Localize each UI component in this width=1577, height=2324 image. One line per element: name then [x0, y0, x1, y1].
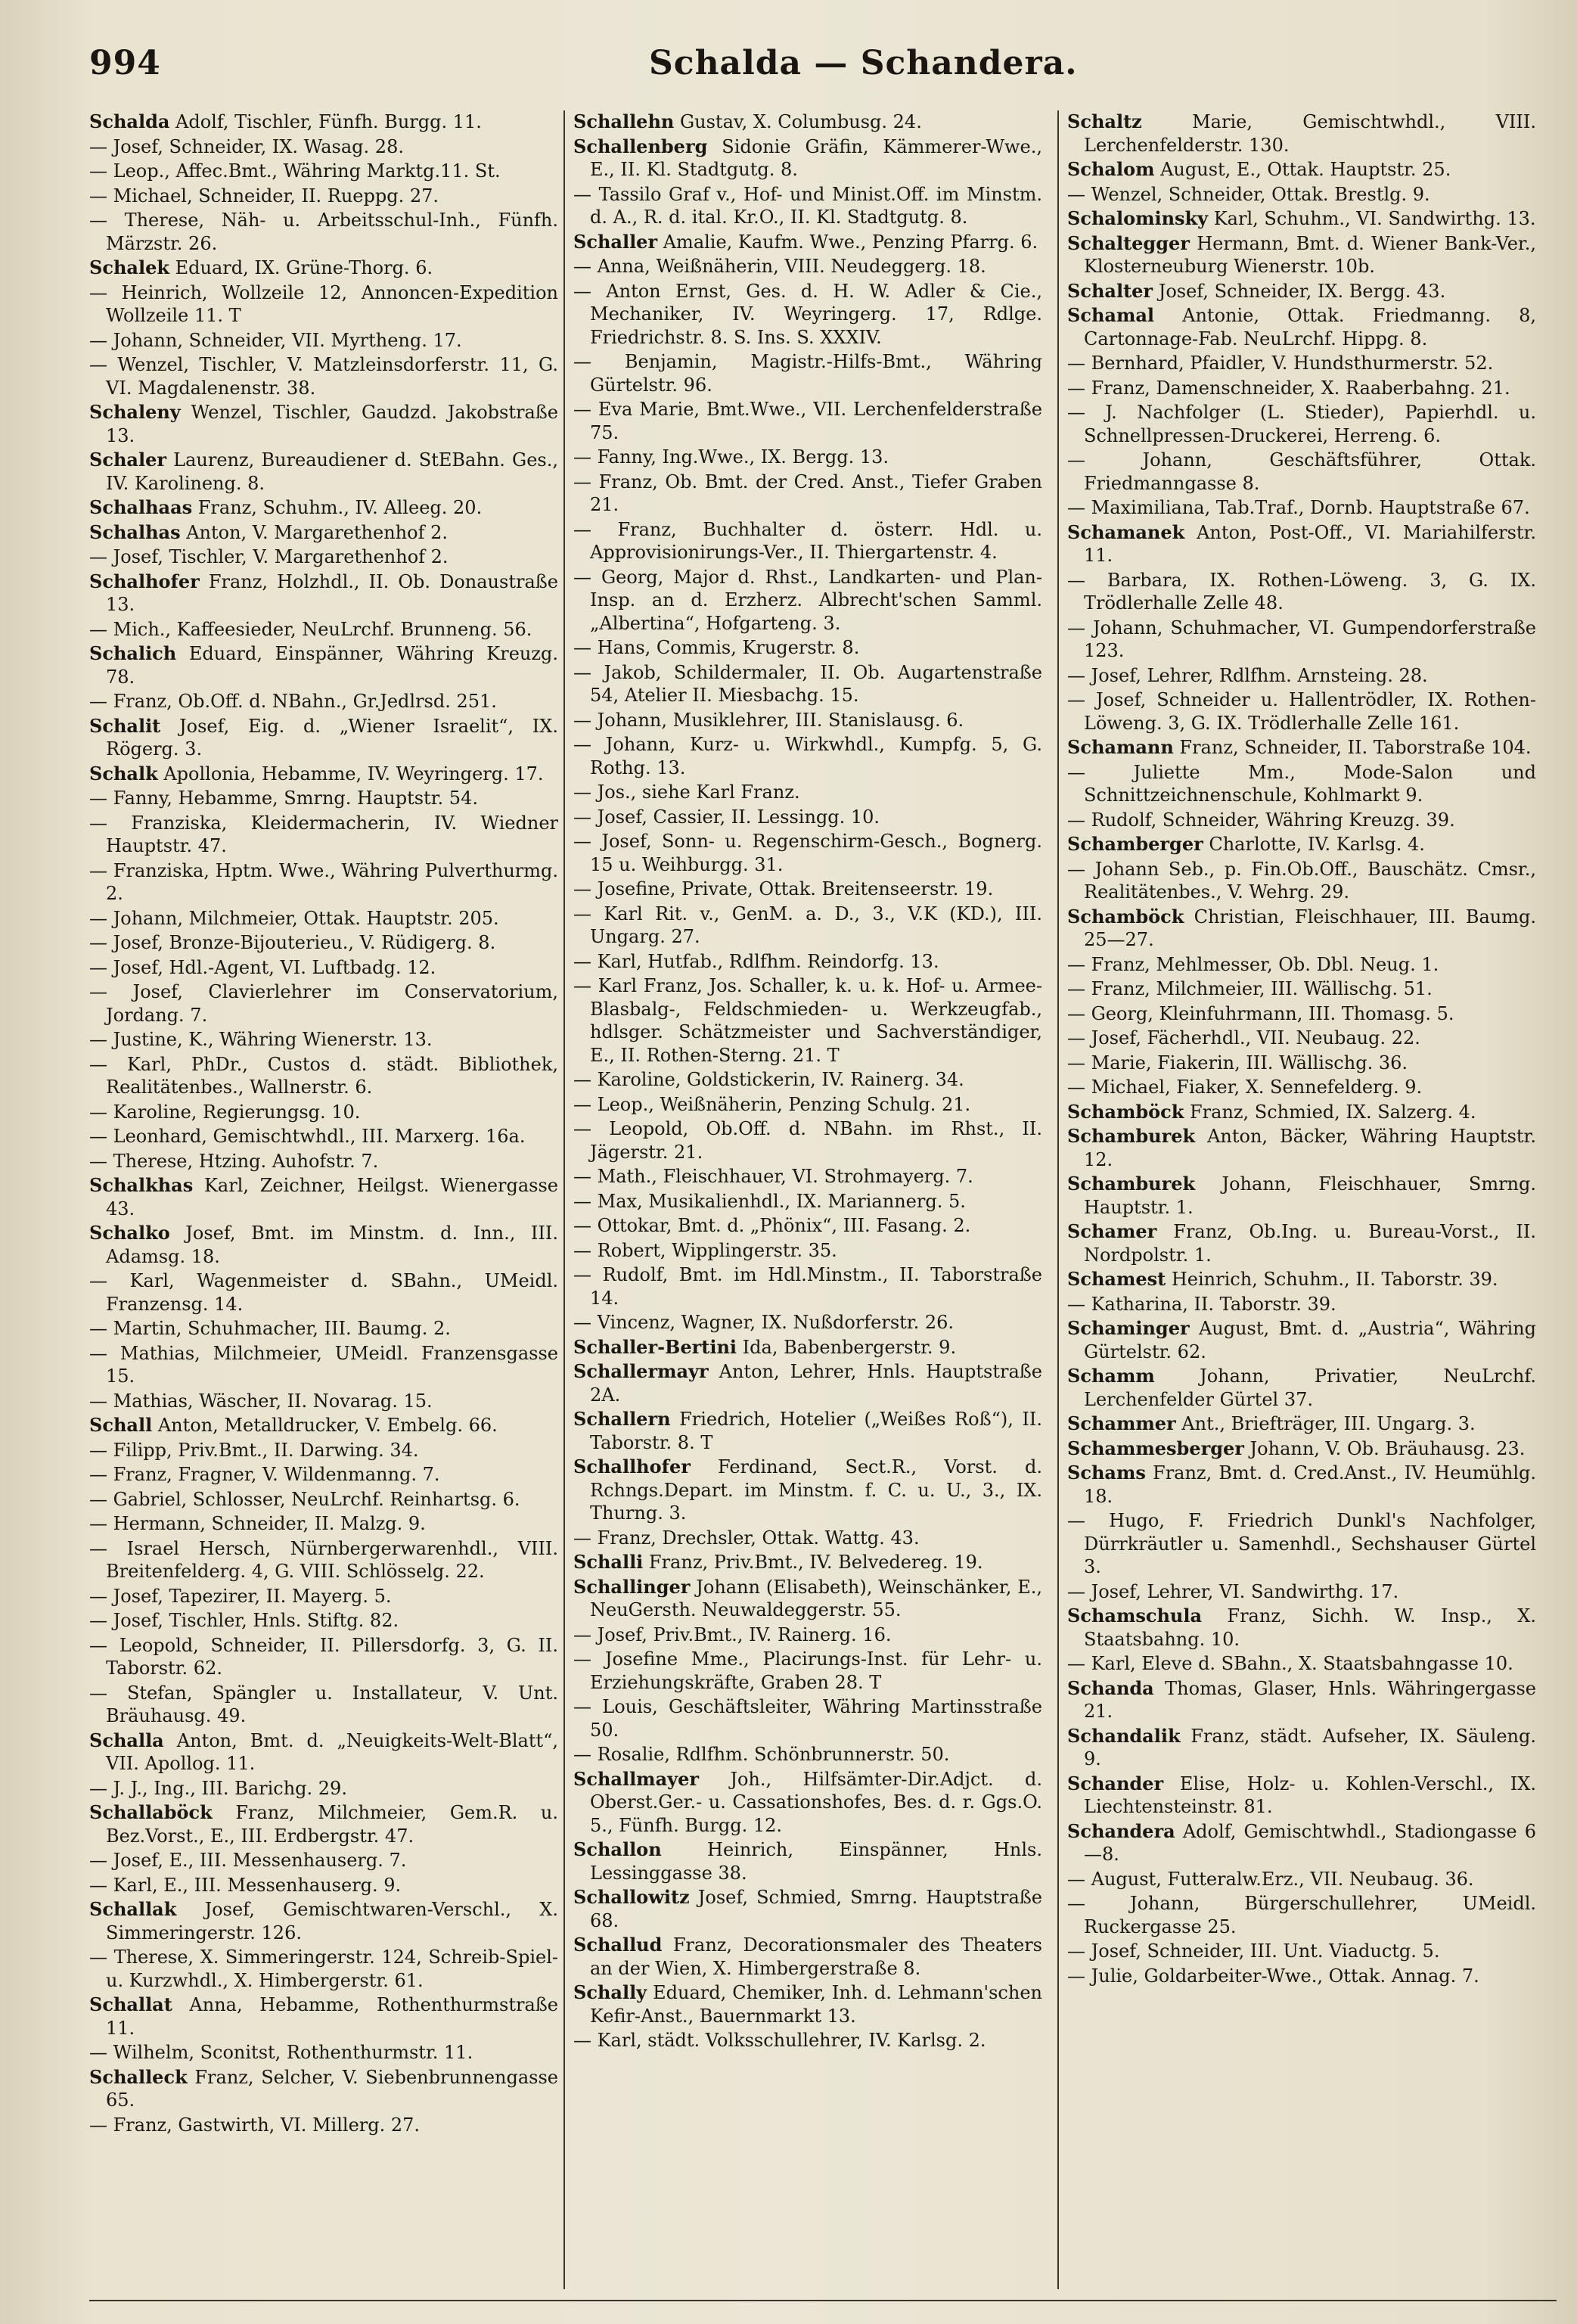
directory-entry: — Leonhard, Gemischtwhdl., III. Marxerg. 16a.	[89, 1126, 526, 1147]
directory-entry: — Franz, Fragner, V. Wildenmanng. 7.	[89, 1464, 440, 1485]
directory-entry: Schamböck Franz, Schmied, IX. Salzerg. 4.	[1067, 1100, 1476, 1123]
directory-entry: — Jos., siehe Karl Franz.	[573, 781, 800, 803]
directory-entry: — Franz, Damenschneider, X. Raaberbahng. 21.	[1067, 377, 1510, 399]
directory-entry: — Josef, Tischler, V. Margarethenhof 2.	[89, 546, 449, 567]
directory-entry: — Franz, Ob.Off. d. NBahn., Gr.Jedlrsd. 251.	[89, 691, 497, 712]
column-3	[1067, 110, 1536, 2289]
directory-entry: — Anton Ernst, Ges. d. H. W. Adler & Cie., Mechaniker, IV. Weyringerg. 17, Rdlge. Friedrichstr. 8. S. Ins. S. XXXIV.	[573, 280, 1042, 348]
directory-entry: Schalek Eduard, IX. Grüne-Thorg. 6.	[89, 256, 433, 278]
directory-entry: Schalit Josef, Eig. d. „Wiener Israelit“, IX. Rögerg. 3.	[89, 714, 558, 760]
directory-entry: — Johann, Schuhmacher, VI. Gumpendorferstraße 123.	[1067, 617, 1536, 661]
directory-entry: Schaller Amalie, Kaufm. Wwe., Penzing Pfarrg. 6.	[573, 230, 1038, 253]
directory-entry: Schamest Heinrich, Schuhm., II. Taborstr. 39.	[1067, 1268, 1498, 1290]
directory-entry: — Michael, Schneider, II. Rueppg. 27.	[89, 185, 439, 207]
directory-entry: — Vincenz, Wagner, IX. Nußdorferstr. 26.	[573, 1312, 955, 1333]
directory-entry: Schallon Heinrich, Einspänner, Hnls. Lessinggasse 38.	[573, 1838, 1042, 1884]
directory-entry: Schamann Franz, Schneider, II. Taborstraße 104.	[1067, 736, 1532, 758]
directory-entry: Schalli Franz, Priv.Bmt., IV. Belvedereg. 19.	[573, 1551, 983, 1573]
directory-entry: Schalleck Franz, Selcher, V. Siebenbrunnengasse 65.	[89, 2065, 558, 2111]
directory-entry: — Marie, Fiakerin, III. Wällischg. 36.	[1067, 1052, 1408, 1073]
directory-entry: — Franz, Buchhalter d. österr. Hdl. u. Approvisionirungs-Ver., II. Thiergartenstr. 4.	[573, 518, 1042, 563]
directory-entry: Schallenberg Sidonie Gräfin, Kämmerer-Wwe., E., II. Kl. Stadtgutg. 8.	[573, 135, 1042, 180]
directory-entry: Schallermayr Anton, Lehrer, Hnls. Hauptstraße 2A.	[573, 1360, 1042, 1406]
directory-entry: Schallak Josef, Gemischtwaren-Verschl., X. Simmeringerstr. 126.	[89, 1898, 558, 1943]
directory-entry: — Josef, Hdl.-Agent, VI. Luftbadg. 12.	[89, 956, 436, 978]
directory-entry: — Wenzel, Tischler, V. Matzleinsdorferstr. 11, G. VI. Magdalenenstr. 38.	[89, 354, 558, 399]
directory-entry: Schalominsky Karl, Schuhm., VI. Sandwirthg. 13.	[1067, 207, 1536, 229]
directory-entry: — J. Nachfolger (L. Stieder), Papierhdl. u. Schnellpressen-Druckerei, Herreng. 6.	[1067, 402, 1536, 446]
bottom-rule	[89, 2300, 1557, 2301]
directory-entry: — Franz, Ob. Bmt. der Cred. Anst., Tiefer Graben 21.	[573, 471, 1042, 515]
directory-entry: — Leop., Affec.Bmt., Währing Marktg.11. St.	[89, 160, 501, 182]
directory-entry: — Michael, Fiaker, X. Sennefelderg. 9.	[1067, 1077, 1423, 1098]
directory-entry: Schalla Anton, Bmt. d. „Neuigkeits-Welt-Blatt“, VII. Apollog. 11.	[89, 1729, 558, 1774]
directory-entry: — Franz, Drechsler, Ottak. Wattg. 43.	[573, 1527, 920, 1549]
directory-entry: Schallud Franz, Decorationsmaler des Theaters an der Wien, X. Himbergerstraße 8.	[573, 1934, 1042, 1979]
directory-entry: Schamal Antonie, Ottak. Friedmanng. 8, Cartonnage-Fab. NeuLrchf. Hippg. 8.	[1067, 304, 1536, 350]
directory-entry: Schallhofer Ferdinand, Sect.R., Vorst. d. Rchngs.Depart. im Minstm. f. C. u. U., 3., IX. Thurng. 3.	[573, 1456, 1042, 1524]
directory-entry: — Josef, Lehrer, VI. Sandwirthg. 17.	[1067, 1580, 1399, 1602]
directory-entry: — Therese, Näh- u. Arbeitsschul-Inh., Fünfh. Märzstr. 26.	[89, 210, 558, 254]
directory-entry: Schallehn Gustav, X. Columbusg. 24.	[573, 110, 922, 132]
directory-entry: — Karl Rit. v., GenM. a. D., 3., V.K (KD.), III. Ungarg. 27.	[573, 903, 1042, 947]
directory-entry: Schalich Eduard, Einspänner, Währing Kreuzg. 78.	[89, 642, 558, 688]
directory-entry: Schamm Johann, Privatier, NeuLrchf. Lerchenfelder Gürtel 37.	[1067, 1365, 1536, 1410]
directory-entry: — Gabriel, Schlosser, NeuLrchf. Reinhartsg. 6.	[89, 1488, 520, 1510]
directory-entry: — Josef, Schneider u. Hallentrödler, IX. Rothen-Löweng. 3, G. IX. Trödlerhalle Zelle 161.	[1067, 689, 1536, 734]
page-number: 994	[89, 44, 161, 82]
directory-entry: — Johann, Milchmeier, Ottak. Hauptstr. 205.	[89, 907, 499, 929]
directory-entry: Schalhaas Franz, Schuhm., IV. Alleeg. 20.	[89, 496, 483, 518]
directory-entry: — Leopold, Ob.Off. d. NBahn. im Rhst., II. Jägerstr. 21.	[573, 1118, 1042, 1163]
column-divider	[1057, 110, 1059, 2289]
directory-entry: — Heinrich, Wollzeile 12, Annoncen-Expedition Wollzeile 11. T	[89, 281, 558, 326]
directory-entry: — Josef, Cassier, II. Lessingg. 10.	[573, 806, 880, 828]
directory-entry: — Juliette Mm., Mode-Salon und Schnittzeichnenschule, Kohlmarkt 9.	[1067, 761, 1536, 806]
directory-entry: — Hans, Commis, Krugerstr. 8.	[573, 637, 860, 658]
directory-entry: — Mathias, Wäscher, II. Novarag. 15.	[89, 1390, 433, 1412]
directory-entry: — Maximiliana, Tab.Traf., Dornb. Hauptstraße 67.	[1067, 497, 1530, 518]
directory-entry: Schamböck Christian, Fleischhauer, III. Baumg. 25—27.	[1067, 905, 1536, 950]
directory-entry: — Bernhard, Pfaidler, V. Hundsthurmerstr. 52.	[1067, 353, 1494, 374]
directory-entry: Schallaböck Franz, Milchmeier, Gem.R. u. Bez.Vorst., E., III. Erdbergstr. 47.	[89, 1801, 558, 1847]
page-header	[89, 44, 1572, 97]
directory-entry: — Rudolf, Bmt. im Hdl.Minstm., II. Taborstraße 14.	[573, 1264, 1042, 1309]
directory-entry: — Franz, Milchmeier, III. Wällischg. 51.	[1067, 978, 1433, 999]
directory-entry: Schalk Apollonia, Hebamme, IV. Weyringerg. 17.	[89, 762, 544, 785]
directory-entry: — Mich., Kaffeesieder, NeuLrchf. Brunneng. 56.	[89, 618, 532, 640]
directory-entry: Schaler Laurenz, Bureaudiener d. StEBahn. Ges., IV. Karolineng. 8.	[89, 449, 558, 494]
directory-entry: Schalkhas Karl, Zeichner, Heilgst. Wienergasse 43.	[89, 1174, 558, 1219]
directory-entry: — Max, Musikalienhdl., IX. Mariannerg. 5.	[573, 1190, 966, 1212]
directory-entry: — Josef, Fächerhdl., VII. Neubaug. 22.	[1067, 1027, 1420, 1049]
directory-entry: — Johann, Geschäftsführer, Ottak. Friedmanngasse 8.	[1067, 449, 1536, 494]
directory-entry: — Jakob, Schildermaler, II. Ob. Augartenstraße 54, Atelier II. Miesbachg. 15.	[573, 661, 1042, 706]
directory-entry: — Mathias, Milchmeier, UMeidl. Franzensgasse 15.	[89, 1342, 558, 1387]
directory-entry: — August, Futteralw.Erz., VII. Neubaug. 36.	[1067, 1868, 1474, 1890]
directory-entry: Schalter Josef, Schneider, IX. Bergg. 43.	[1067, 279, 1446, 302]
directory-entry: — Therese, X. Simmeringerstr. 124, Schreib-Spiel- u. Kurzwhdl., X. Himbergerstr. 61.	[89, 1947, 558, 1991]
directory-entry: Schaller-Bertini Ida, Babenbergerstr. 9.	[573, 1335, 957, 1358]
directory-entry: Schamschula Franz, Sichh. W. Insp., X. Staatsbahng. 10.	[1067, 1605, 1536, 1650]
directory-entry: — Josef, Lehrer, Rdlfhm. Arnsteing. 28.	[1067, 664, 1428, 686]
directory-entry: — Leop., Weißnäherin, Penzing Schulg. 21.	[573, 1093, 971, 1115]
directory-entry: — Franziska, Kleidermacherin, IV. Wiedner Hauptstr. 47.	[89, 812, 558, 856]
directory-entry: — Robert, Wipplingerstr. 35.	[573, 1239, 837, 1261]
directory-entry: Schallat Anna, Hebamme, Rothenthurmstraße 11.	[89, 1993, 558, 2039]
directory-entry: — Therese, Htzing. Auhofstr. 7.	[89, 1150, 379, 1172]
directory-entry: — Benjamin, Magistr.-Hilfs-Bmt., Währing Gürtelstr. 96.	[573, 351, 1042, 396]
directory-entry: Schallinger Johann (Elisabeth), Weinschänker, E., NeuGersth. Neuwaldeggerstr. 55.	[573, 1575, 1042, 1620]
directory-entry: — Karoline, Goldstickerin, IV. Rainerg. 34.	[573, 1069, 964, 1090]
directory-entry: — Israel Hersch, Nürnbergerwarenhdl., VIII. Breitenfelderg. 4, G. VIII. Schlösselg. 22.	[89, 1537, 558, 1582]
directory-entry: — Karl Franz, Jos. Schaller, k. u. k. Hof- u. Armee-Blasbalg-, Feldschmieden- u. Werkzeugfab., hdlsger. Schätzmeister und Sachverständiger, E., II. Rothen-Sterng. 21. T	[573, 975, 1042, 1066]
directory-entry: — Filipp, Priv.Bmt., II. Darwing. 34.	[89, 1439, 419, 1461]
directory-entry: Schalhofer Franz, Holzhdl., II. Ob. Donaustraße 13.	[89, 570, 558, 615]
directory-entry: — Karl, städt. Volksschullehrer, IV. Karlsg. 2.	[573, 2030, 986, 2051]
directory-entry: — Josef, Priv.Bmt., IV. Rainerg. 16.	[573, 1623, 892, 1645]
directory-entry: Schandera Adolf, Gemischtwhdl., Stadiongasse 6—8.	[1067, 1819, 1536, 1865]
directory-entry: — Julie, Goldarbeiter-Wwe., Ottak. Annag. 7.	[1067, 1965, 1479, 1987]
directory-entry: — Josefine Mme., Placirungs-Inst. für Lehr- u. Erziehungskräfte, Graben 28. T	[573, 1648, 1042, 1693]
directory-entry: — Hermann, Schneider, II. Malzg. 9.	[89, 1513, 426, 1534]
directory-entry: — Johann, Musiklehrer, III. Stanislausg. 6.	[573, 709, 964, 731]
directory-entry: — Josef, Bronze-Bijouterieu., V. Rüdigerg. 8.	[89, 932, 496, 953]
directory-entry: — Louis, Geschäftsleiter, Währing Martinsstraße 50.	[573, 1696, 1042, 1741]
directory-entry: — Georg, Major d. Rhst., Landkarten- und Plan-Insp. an d. Erzherz. Albrecht'schen Samml. „Albertina“, Hofgarteng. 3.	[573, 566, 1042, 634]
directory-entry: — Barbara, IX. Rothen-Löweng. 3, G. IX. Trödlerhalle Zelle 48.	[1067, 569, 1536, 614]
directory-entry: Schander Elise, Holz- u. Kohlen-Verschl., IX. Liechtensteinstr. 81.	[1067, 1772, 1536, 1817]
directory-entry: — Hugo, F. Friedrich Dunkl's Nachfolger, Dürrkräutler u. Samenhdl., Sechshauser Gürtel 3.	[1067, 1510, 1536, 1577]
directory-entry: Schamberger Charlotte, IV. Karlsg. 4.	[1067, 833, 1425, 855]
directory-entry: — Franz, Mehlmesser, Ob. Dbl. Neug. 1.	[1067, 953, 1439, 975]
directory-entry: — Fanny, Hebamme, Smrng. Hauptstr. 54.	[89, 788, 478, 809]
directory-entry: Schandalik Franz, städt. Aufseher, IX. Säuleng. 9.	[1067, 1724, 1536, 1769]
directory-entry: — Karl, Eleve d. SBahn., X. Staatsbahngasse 10.	[1067, 1653, 1513, 1674]
directory-entry: — Josef, Sonn- u. Regenschirm-Gesch., Bognerg. 15 u. Weihburgg. 31.	[573, 831, 1042, 875]
directory-entry: — Josef, Clavierlehrer im Conservatorium, Jordang. 7.	[89, 981, 558, 1026]
directory-entry: Schallern Friedrich, Hotelier („Weißes Roß“), II. Taborstr. 8. T	[573, 1408, 1042, 1453]
directory-entry: — Leopold, Schneider, II. Pillersdorfg. 3, G. II. Taborstr. 62.	[89, 1634, 558, 1679]
directory-entry: Schanda Thomas, Glaser, Hnls. Währingergasse 21.	[1067, 1676, 1536, 1722]
directory-entry: Schalhas Anton, V. Margarethenhof 2.	[89, 520, 448, 543]
directory-entry: — Rosalie, Rdlfhm. Schönbrunnerstr. 50.	[573, 1744, 950, 1765]
directory-entry: — Wenzel, Schneider, Ottak. Brestlg. 9.	[1067, 183, 1430, 205]
directory-entry: — Josef, Tapezirer, II. Mayerg. 5.	[89, 1585, 392, 1607]
directory-entry: — Ottokar, Bmt. d. „Phönix“, III. Fasang. 2.	[573, 1215, 971, 1236]
directory-entry: Schalda Adolf, Tischler, Fünfh. Burgg. 11.	[89, 110, 482, 132]
directory-entry: Schaminger August, Bmt. d. „Austria“, Währing Gürtelstr. 62.	[1067, 1317, 1536, 1362]
directory-entry: — Tassilo Graf v., Hof- und Minist.Off. im Minstm. d. A., R. d. ital. Kr.O., II. Kl. Stadtgutg. 8.	[573, 183, 1042, 228]
directory-entry: — Katharina, II. Taborstr. 39.	[1067, 1293, 1336, 1315]
directory-entry: Schamburek Anton, Bäcker, Währing Hauptstr. 12.	[1067, 1125, 1536, 1170]
directory-entry: — Anna, Weißnäherin, VIII. Neudeggerg. 18.	[573, 256, 986, 277]
directory-entry: — Johann, Kurz- u. Wirkwhdl., Kumpfg. 5, G. Rothg. 13.	[573, 734, 1042, 778]
directory-entry: — Franz, Gastwirth, VI. Millerg. 27.	[89, 2114, 421, 2136]
directory-entry: Schammer Ant., Briefträger, III. Ungarg. 3.	[1067, 1412, 1476, 1434]
directory-entry: Schalko Josef, Bmt. im Minstm. d. Inn., III. Adamsg. 18.	[89, 1222, 558, 1267]
directory-entry: — Josefine, Private, Ottak. Breitenseerstr. 19.	[573, 878, 994, 899]
directory-entry: — Martin, Schuhmacher, III. Baumg. 2.	[89, 1318, 451, 1339]
directory-entry: Schams Franz, Bmt. d. Cred.Anst., IV. Heumühlg. 18.	[1067, 1462, 1536, 1507]
directory-entry: — Josef, E., III. Messenhauserg. 7.	[89, 1850, 407, 1871]
directory-entry: — Karl, Wagenmeister d. SBahn., UMeidl. Franzensg. 14.	[89, 1270, 558, 1315]
running-head: Schalda — Schandera.	[649, 44, 1078, 82]
directory-entry: Schalom August, E., Ottak. Hauptstr. 25.	[1067, 158, 1451, 180]
column-2	[573, 110, 1042, 2289]
directory-entry: Schamburek Johann, Fleischhauer, Smrng. Hauptstr. 1.	[1067, 1173, 1536, 1218]
directory-entry: — Josef, Tischler, Hnls. Stiftg. 82.	[89, 1610, 399, 1631]
directory-entry: Schall Anton, Metalldrucker, V. Embelg. 66.	[89, 1414, 498, 1436]
directory-entry: Schammesberger Johann, V. Ob. Bräuhausg. 23.	[1067, 1437, 1526, 1459]
directory-entry: — Georg, Kleinfuhrmann, III. Thomasg. 5.	[1067, 1002, 1454, 1024]
directory-entry: — Karoline, Regierungsg. 10.	[89, 1101, 361, 1123]
directory-entry: — Karl, Hutfab., Rdlfhm. Reindorfg. 13.	[573, 950, 939, 972]
directory-entry: — Karl, E., III. Messenhauserg. 9.	[89, 1874, 402, 1896]
directory-entry: Schaltz Marie, Gemischtwhdl., VIII. Lerchenfelderstr. 130.	[1067, 110, 1536, 156]
directory-entry: — Justine, K., Währing Wienerstr. 13.	[89, 1029, 433, 1050]
directory-entry: Schaleny Wenzel, Tischler, Gaudzd. Jakobstraße 13.	[89, 401, 558, 446]
directory-entry: — Johann Seb., p. Fin.Ob.Off., Bauschätz. Cmsr., Realitätenbes., V. Wehrg. 29.	[1067, 858, 1536, 903]
directory-entry: — Rudolf, Schneider, Währing Kreuzg. 39.	[1067, 809, 1455, 831]
directory-entry: Schaltegger Hermann, Bmt. d. Wiener Bank-Ver., Klosterneuburg Wienerstr. 10b.	[1067, 231, 1536, 277]
directory-entry: Schallmayer Joh., Hilfsämter-Dir.Adjct. d. Oberst.Ger.- u. Cassationshofes, Bes. d. r. Ggs.O. 5., Fünfh. Burgg. 12.	[573, 1767, 1042, 1836]
directory-entry: — Math., Fleischhauer, VI. Strohmayerg. 7.	[573, 1166, 973, 1187]
directory-entry: — Eva Marie, Bmt.Wwe., VII. Lerchenfelderstraße 75.	[573, 399, 1042, 443]
directory-entry: — Karl, PhDr., Custos d. städt. Bibliothek, Realitätenbes., Wallnerstr. 6.	[89, 1053, 558, 1098]
directory-entry: — Josef, Schneider, III. Unt. Viaductg. 5.	[1067, 1940, 1440, 1962]
directory-entry: — Franziska, Hptm. Wwe., Währing Pulverthurmg. 2.	[89, 859, 558, 904]
directory-entry: — Josef, Schneider, IX. Wasag. 28.	[89, 135, 404, 157]
column-divider	[563, 110, 565, 2289]
directory-entry: Schally Eduard, Chemiker, Inh. d. Lehmann'schen Kefir-Anst., Bauernmarkt 13.	[573, 1981, 1042, 2027]
directory-entry: Schamanek Anton, Post-Off., VI. Mariahilferstr. 11.	[1067, 520, 1536, 566]
directory-entry: — Stefan, Spängler u. Installateur, V. Unt. Bräuhausg. 49.	[89, 1682, 558, 1726]
directory-entry: — Wilhelm, Sconitst, Rothenthurmstr. 11.	[89, 2042, 473, 2063]
directory-entry: — Johann, Schneider, VII. Myrtheng. 17.	[89, 329, 462, 351]
column-1	[89, 110, 558, 2289]
directory-entry: — J. J., Ing., III. Barichg. 29.	[89, 1777, 347, 1799]
directory-entry: Schamer Franz, Ob.Ing. u. Bureau-Vorst., II. Nordpolstr. 1.	[1067, 1220, 1536, 1266]
directory-entry: — Johann, Bürgerschullehrer, UMeidl. Ruckergasse 25.	[1067, 1893, 1536, 1937]
directory-entry: — Fanny, Ing.Wwe., IX. Bergg. 13.	[573, 446, 889, 468]
directory-entry: Schallowitz Josef, Schmied, Smrng. Hauptstraße 68.	[573, 1886, 1042, 1931]
